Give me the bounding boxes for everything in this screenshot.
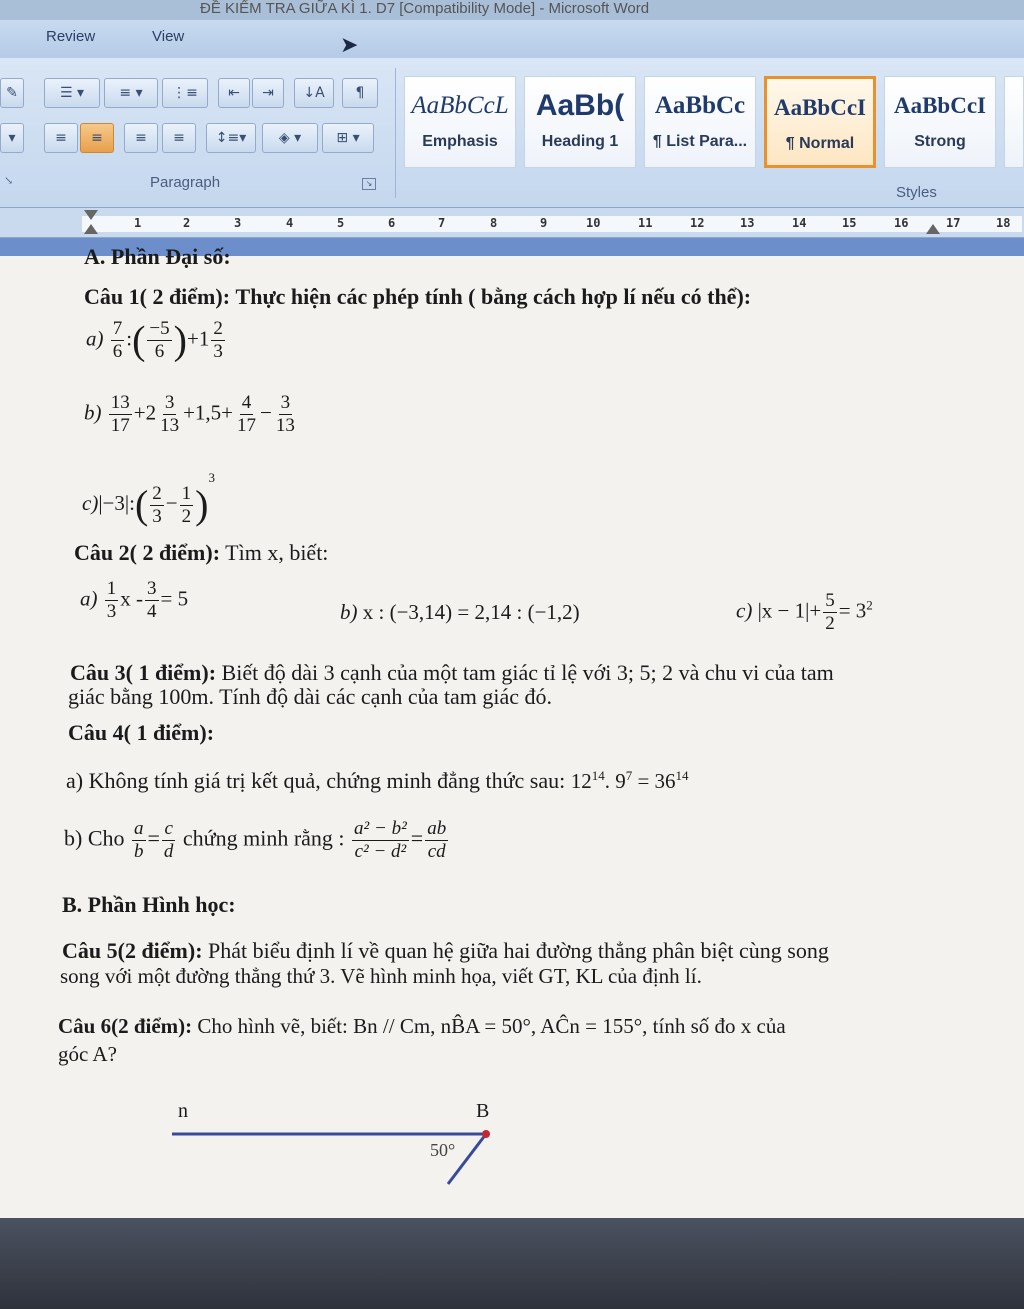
question-2a bbox=[80, 578, 188, 623]
item-label: b) bbox=[340, 600, 358, 624]
ruler-strip bbox=[82, 216, 1022, 232]
numerator: 7 bbox=[112, 318, 123, 339]
numerator: c bbox=[164, 818, 173, 839]
fraction bbox=[132, 818, 146, 863]
geometry-figure bbox=[160, 1098, 520, 1208]
exponent: 7 bbox=[625, 768, 633, 783]
format-painter-icon[interactable]: ✎ bbox=[0, 78, 24, 108]
sort-icon[interactable]: ↓A bbox=[294, 78, 334, 108]
decimal-term: +1,5+ bbox=[183, 400, 234, 425]
fraction bbox=[180, 483, 194, 528]
ruler-label: 14 bbox=[792, 216, 807, 230]
paragraph-group-label: Paragraph bbox=[150, 174, 221, 191]
title-bar bbox=[0, 0, 1024, 20]
question-4b: b) Cho $\frac{a}{b}$ = $\frac{c}{d}$ chứng minh rằng : $\frac{\text{a² − b²}}{\text{c² − d²}}$ = $\frac{ab}{cd}$ bbox=[64, 818, 447, 862]
denominator: b bbox=[134, 841, 144, 862]
horizontal-ruler[interactable] bbox=[0, 208, 1024, 238]
style-sample: AaBbCcI bbox=[893, 93, 986, 118]
base: 12 bbox=[570, 769, 592, 793]
fraction bbox=[162, 818, 176, 863]
question-3-line-2: giác bằng 100m. Tính độ dài các cạnh của tam giác đó. bbox=[68, 684, 553, 709]
numbering-icon[interactable]: ≡ ▾ bbox=[104, 78, 158, 108]
style-name: ¶ Normal bbox=[785, 135, 855, 152]
question-2-head: Câu 2( 2 điểm): bbox=[74, 540, 221, 565]
denominator: 6 bbox=[154, 341, 165, 362]
numerator: 2 bbox=[213, 318, 223, 339]
absolute-value: |−3| bbox=[98, 491, 130, 515]
numerator: 1 bbox=[106, 578, 117, 599]
denominator: 17 bbox=[110, 415, 130, 436]
ruler-label: 3 bbox=[234, 216, 242, 230]
dropdown-icon[interactable]: ▾ bbox=[0, 123, 24, 153]
numerator: 3 bbox=[280, 392, 291, 413]
fraction bbox=[425, 818, 448, 863]
align-center-icon[interactable]: ≡ bbox=[80, 123, 114, 153]
fraction bbox=[235, 392, 258, 437]
question-4-head: Câu 4( 1 điểm): bbox=[68, 720, 215, 745]
numerator: ab bbox=[427, 818, 447, 839]
ribbon bbox=[0, 58, 1024, 208]
term: . 9 bbox=[604, 769, 626, 793]
item-label: c) bbox=[736, 598, 753, 623]
fraction bbox=[147, 318, 171, 363]
question-5-head: Câu 5(2 điểm): bbox=[62, 938, 203, 963]
question-3-line-1: Biết độ dài 3 cạnh của một tam giác tỉ lệ với 3; 5; 2 và chu vi của tam bbox=[221, 660, 834, 685]
question-1c: c)|−3|:( $\frac{2}{3}$ − $\frac{1}{2}$ )$^3$ bbox=[82, 470, 215, 528]
ribbon-tabs bbox=[0, 20, 1024, 58]
question-5-line-1: Phát biểu định lí về quan hệ giữa hai đường thẳng phân biệt cùng song bbox=[208, 938, 829, 963]
expression: x : (−3,14) = 2,14 : (−1,2) bbox=[362, 600, 580, 624]
item-label: b) bbox=[84, 400, 102, 425]
denominator: 2 bbox=[181, 505, 192, 527]
question-1b: b) $\frac{13}{17}$ +2 $\frac{3}{13}$ +1,5+ $\frac{4}{17}$ − $\frac{3}{13}$ bbox=[84, 392, 295, 436]
numerator: 13 bbox=[110, 392, 130, 413]
ruler-label: 4 bbox=[286, 216, 294, 230]
denominator: 4 bbox=[147, 601, 157, 622]
style-name: ¶ List Para... bbox=[652, 133, 748, 150]
increase-indent-icon[interactable]: ⇥ bbox=[252, 78, 284, 108]
document-page[interactable] bbox=[0, 238, 1024, 1218]
ruler-label: 12 bbox=[690, 216, 705, 230]
point-b bbox=[482, 1130, 490, 1138]
question-6-line-1: Cho hình vẽ, biết: Bn // Cm, nB̂A = 50°, AĈn = 155°, tính số đo x của bbox=[197, 1014, 786, 1038]
numerator: 5 bbox=[825, 590, 835, 611]
part-a-heading: A. Phần Đại số: bbox=[84, 244, 231, 269]
align-right-icon[interactable]: ≡ bbox=[124, 123, 158, 153]
fraction bbox=[109, 392, 132, 437]
denominator: 17 bbox=[237, 415, 257, 436]
denominator: 13 bbox=[160, 415, 180, 436]
ruler-label: 8 bbox=[490, 216, 498, 230]
ruler-label: 17 bbox=[946, 216, 961, 230]
style-name: Strong bbox=[914, 133, 966, 150]
denominator: 3 bbox=[213, 341, 223, 362]
ruler-label: 18 bbox=[996, 216, 1011, 230]
question-1-head: Câu 1( 2 điểm): bbox=[84, 284, 231, 309]
tab-review[interactable]: Review bbox=[46, 28, 96, 45]
ruler-label: 9 bbox=[540, 216, 548, 230]
fraction bbox=[111, 318, 125, 363]
question-2c bbox=[736, 590, 873, 635]
styles-gallery bbox=[400, 76, 1024, 168]
exponent: 14 bbox=[675, 768, 689, 783]
pilcrow-icon[interactable]: ¶ bbox=[342, 78, 378, 108]
question-6-head: Câu 6(2 điểm): bbox=[58, 1014, 193, 1038]
label-n: n bbox=[178, 1100, 188, 1122]
style-more[interactable] bbox=[1004, 76, 1024, 168]
exponent: 2 bbox=[866, 597, 873, 613]
exponent: 14 bbox=[591, 768, 605, 783]
denominator: 6 bbox=[112, 341, 123, 362]
ruler-label: 1 bbox=[134, 216, 142, 230]
style-name: Heading 1 bbox=[541, 133, 619, 150]
question-6-line-2: góc A? bbox=[58, 1042, 117, 1066]
ruler-label: 10 bbox=[586, 216, 601, 230]
numerator: 2 bbox=[152, 482, 162, 504]
term: = 36 bbox=[637, 769, 676, 793]
style-name: Emphasis bbox=[422, 133, 498, 150]
question-1-text: Thực hiện các phép tính ( bằng cách hợp lí nếu có thể): bbox=[235, 284, 752, 309]
item-label: c) bbox=[82, 491, 99, 515]
ruler-label: 16 bbox=[894, 216, 909, 230]
mixed-whole: 1 bbox=[198, 326, 210, 351]
line-spacing-icon[interactable]: ↕≡▾ bbox=[206, 123, 256, 153]
fraction bbox=[105, 578, 119, 623]
denominator: 3 bbox=[152, 505, 162, 527]
numerator: 3 bbox=[147, 578, 157, 599]
question-5-line-2: song với một đường thẳng thứ 3. Vẽ hình minh họa, viết GT, KL của định lí. bbox=[60, 964, 702, 988]
question-3-head: Câu 3( 1 điểm): bbox=[70, 660, 217, 685]
style-heading-1[interactable] bbox=[524, 76, 636, 168]
question-4a-expression bbox=[571, 769, 689, 793]
first-line-indent-marker[interactable] bbox=[84, 210, 98, 220]
hanging-indent-marker[interactable] bbox=[84, 224, 98, 234]
right-hand-side: = 3 bbox=[838, 598, 867, 623]
item-label: a) bbox=[80, 586, 98, 611]
monitor-bezel bbox=[0, 1218, 1024, 1309]
numerator: a bbox=[134, 818, 144, 839]
window-title: ĐỀ KIỂM TRA GIỮA KÌ 1. D7 [Compatibility Mode] - Microsoft Word bbox=[200, 0, 650, 17]
styles-group-label: Styles bbox=[896, 184, 937, 201]
fraction bbox=[158, 392, 181, 437]
style-emphasis[interactable] bbox=[404, 76, 516, 168]
mixed-whole: 2 bbox=[145, 400, 157, 425]
question-3 bbox=[70, 660, 834, 686]
style-sample: AaBbCcI bbox=[773, 95, 866, 120]
style-strong[interactable] bbox=[884, 76, 996, 168]
ruler-label: 5 bbox=[337, 216, 345, 230]
question-2b bbox=[340, 600, 580, 625]
question-4b-text: b) Cho bbox=[64, 825, 125, 851]
denominator: 2 bbox=[825, 613, 835, 634]
label-b: B bbox=[476, 1100, 490, 1122]
paragraph-group bbox=[0, 68, 395, 198]
ruler-label: 7 bbox=[438, 216, 446, 230]
shading-icon[interactable]: ◈ ▾ bbox=[262, 123, 318, 153]
right-hand-side: = 5 bbox=[160, 586, 189, 611]
exponent: 3 bbox=[208, 470, 215, 485]
question-1 bbox=[84, 284, 751, 310]
fraction bbox=[823, 590, 837, 635]
ruler-label: 6 bbox=[388, 216, 396, 230]
angle-label: 50° bbox=[430, 1140, 456, 1160]
mouse-cursor-icon: ➤ bbox=[340, 32, 359, 57]
absolute-value: |x − 1|+ bbox=[757, 598, 822, 623]
clipboard-launcher-icon[interactable]: ↘ bbox=[4, 175, 14, 187]
style-normal[interactable] bbox=[764, 76, 876, 168]
paragraph-dialog-launcher[interactable]: ↘ bbox=[362, 178, 376, 190]
question-5 bbox=[62, 938, 829, 964]
question-6 bbox=[58, 1014, 786, 1039]
bullets-icon[interactable]: ☰ ▾ bbox=[44, 78, 100, 108]
borders-icon[interactable]: ⊞ ▾ bbox=[322, 123, 374, 153]
question-4b-middle: chứng minh rằng : bbox=[182, 825, 345, 851]
ruler-label: 13 bbox=[740, 216, 755, 230]
multilevel-list-icon[interactable]: ⋮≡ bbox=[162, 78, 208, 108]
fraction bbox=[352, 818, 409, 863]
fraction bbox=[145, 578, 159, 623]
justify-icon[interactable]: ≡ bbox=[162, 123, 196, 153]
right-indent-marker[interactable] bbox=[926, 224, 940, 234]
fraction bbox=[150, 483, 164, 528]
question-4a-text: a) Không tính giá trị kết quả, chứng minh đẳng thức sau: bbox=[66, 768, 566, 793]
item-label: a) bbox=[86, 326, 104, 351]
decrease-indent-icon[interactable]: ⇤ bbox=[218, 78, 250, 108]
question-4a bbox=[66, 768, 689, 794]
question-1a: a) $\frac{7}{6}$ :( $\frac{-5}{6}$ )+1 $\frac{2}{3}$ bbox=[86, 317, 223, 363]
denominator: 13 bbox=[275, 415, 295, 436]
part-b-heading: B. Phần Hình học: bbox=[62, 892, 236, 917]
tab-view[interactable]: View bbox=[152, 28, 185, 45]
numerator: 1 bbox=[181, 482, 192, 504]
denominator: cd bbox=[427, 841, 446, 862]
ruler-label: 15 bbox=[842, 216, 857, 230]
fraction bbox=[274, 392, 297, 437]
ruler-label: 11 bbox=[638, 216, 653, 230]
middle-term: x - bbox=[120, 586, 143, 611]
align-left-icon[interactable]: ≡ bbox=[44, 123, 78, 153]
denominator: d bbox=[163, 841, 174, 862]
denominator: 3 bbox=[106, 601, 117, 622]
question-2 bbox=[74, 540, 328, 566]
fraction bbox=[211, 318, 225, 363]
style-sample: AaBbCcL bbox=[411, 92, 509, 119]
question-2-text: Tìm x, biết: bbox=[225, 540, 329, 565]
numerator: 3 bbox=[164, 392, 175, 413]
numerator: −5 bbox=[149, 318, 170, 339]
ruler-label: 2 bbox=[183, 216, 191, 230]
style-sample: AaBb( bbox=[535, 89, 625, 122]
style-sample: AaBbCc bbox=[654, 92, 746, 119]
style-list-paragraph[interactable] bbox=[644, 76, 756, 168]
denominator: c² − d² bbox=[354, 841, 407, 862]
group-divider bbox=[395, 68, 396, 198]
numerator: 4 bbox=[241, 392, 252, 413]
numerator: a² − b² bbox=[354, 818, 407, 839]
